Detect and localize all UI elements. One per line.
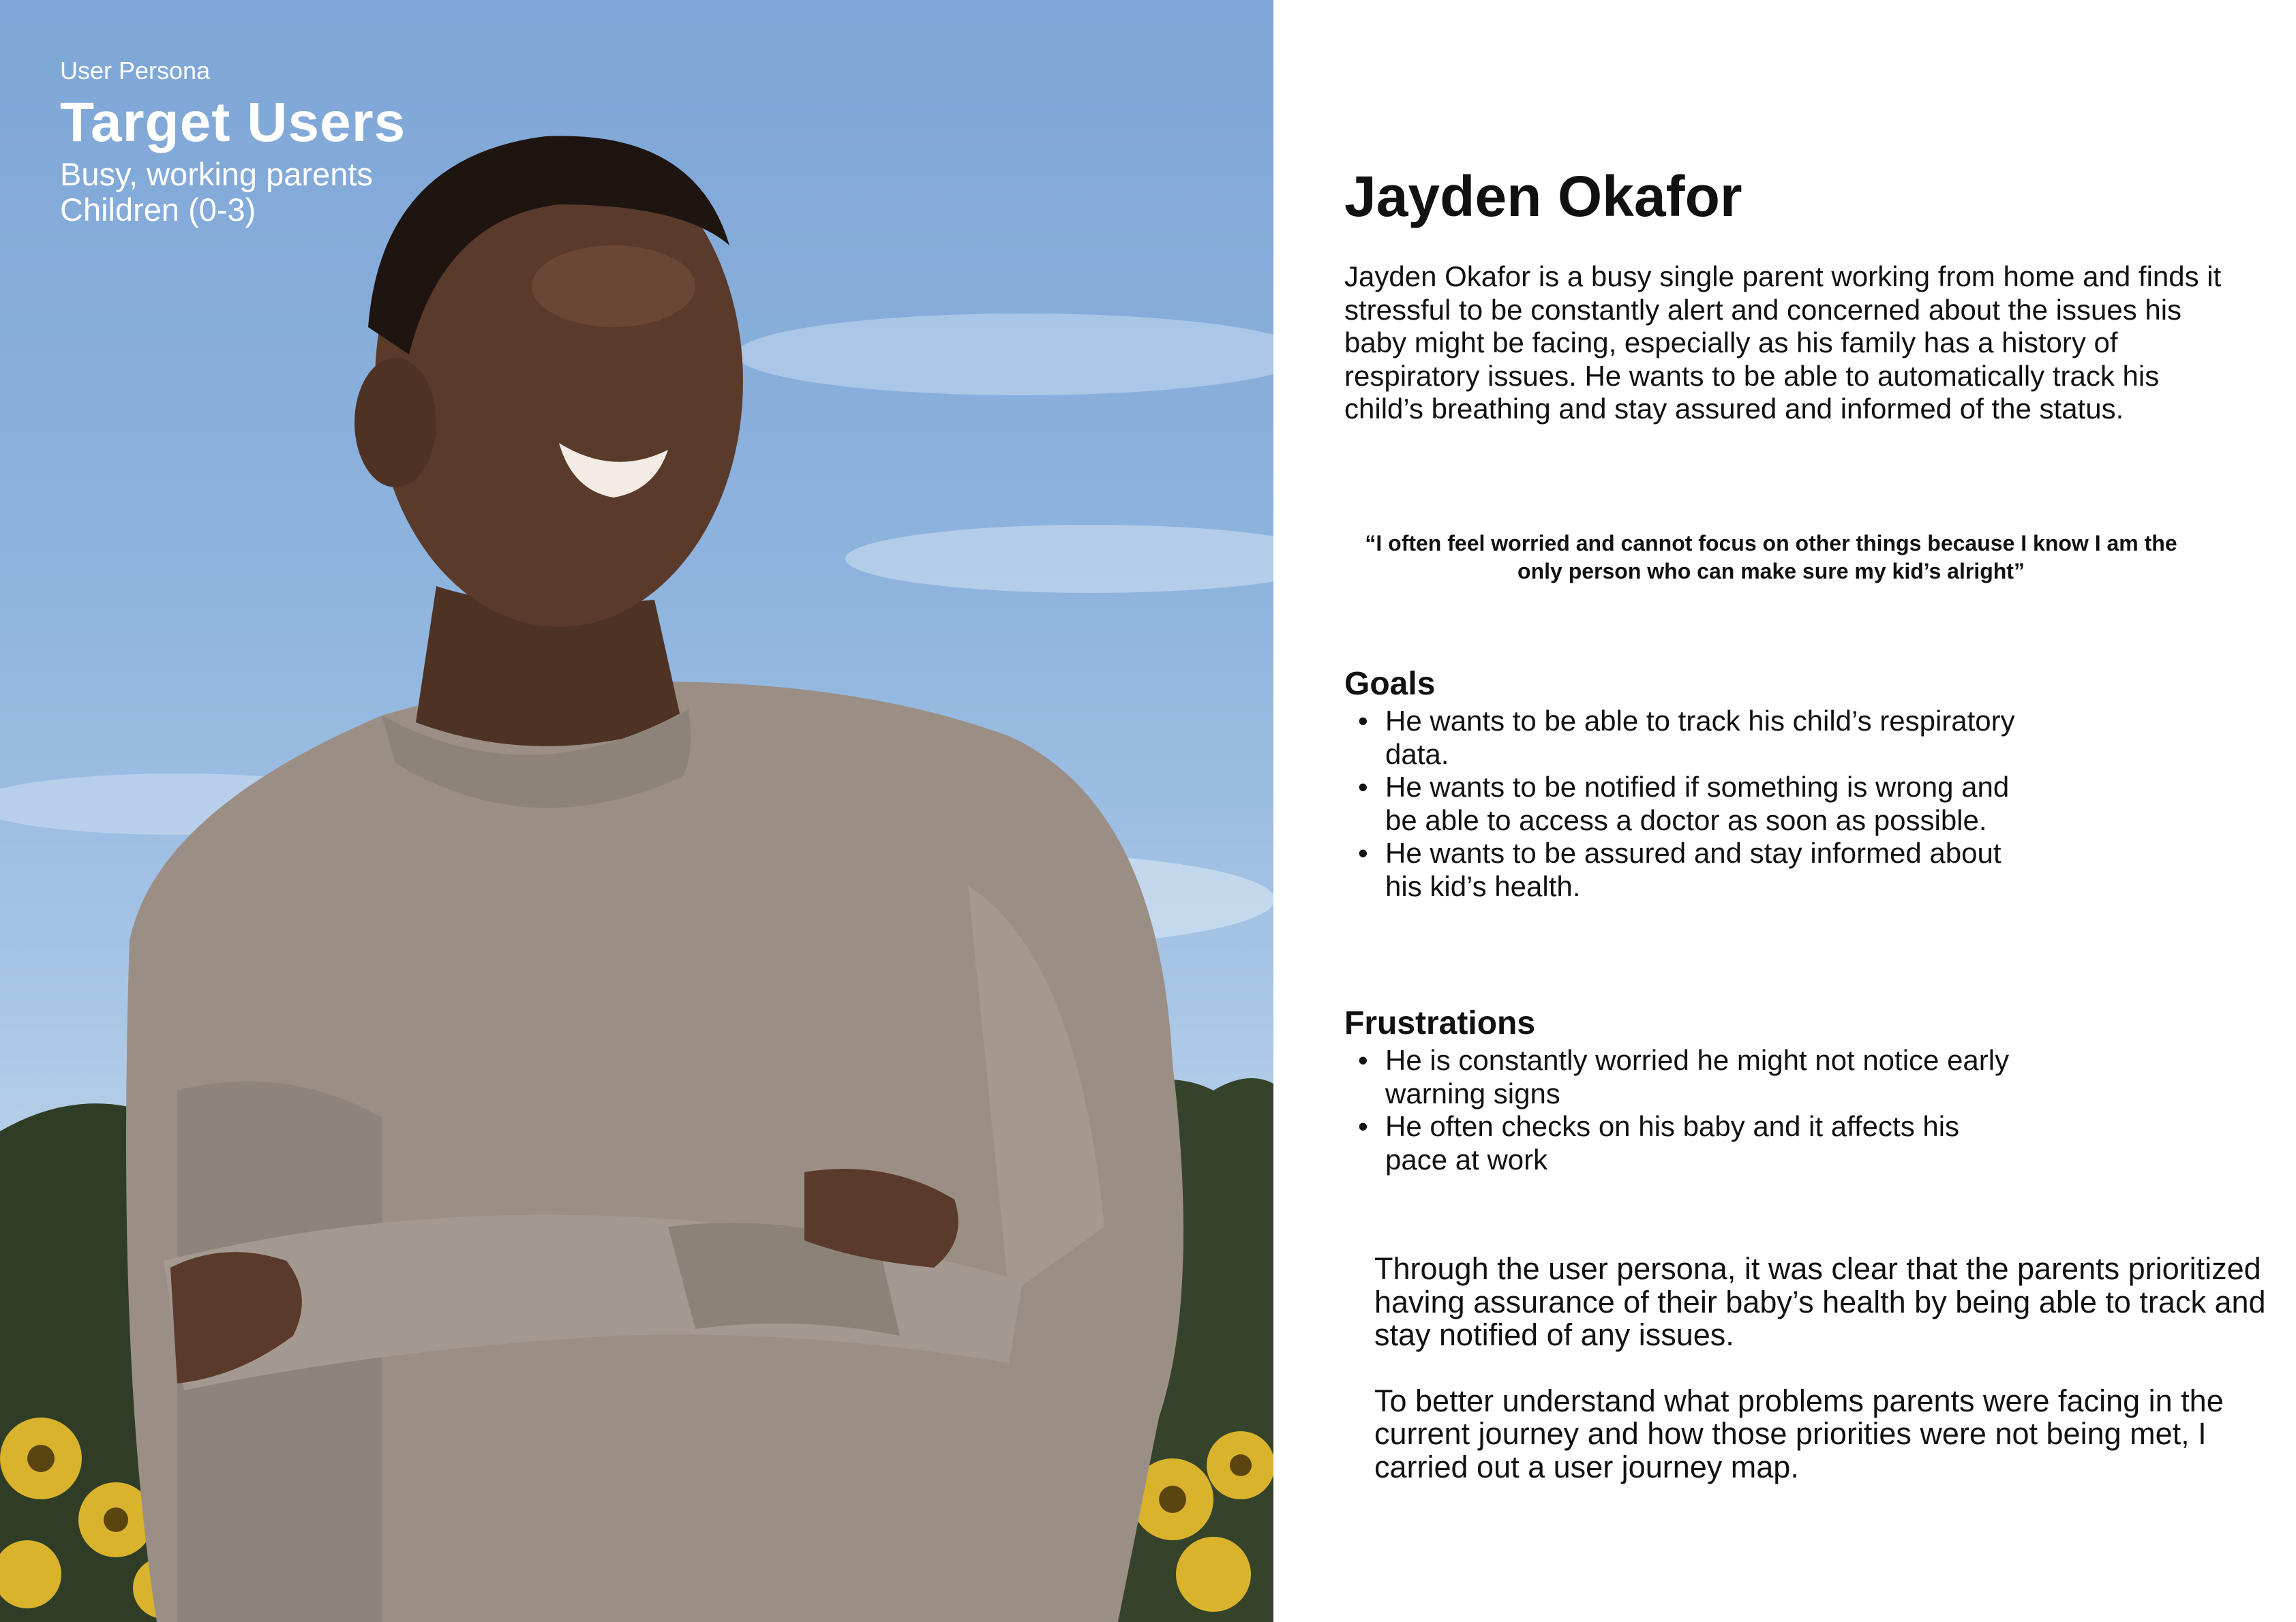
goal-item: • He wants to be assured and stay informed about his kid’s health. [1344, 837, 2026, 903]
persona-name: Jayden Okafor [1344, 164, 1742, 228]
persona-quote: “I often feel worried and cannot focus on other things because I know I am the only person who can make sure my kid’s alright” [1365, 531, 2177, 583]
audience-line: Children (0-3) [60, 192, 256, 228]
goals-heading: Goals [1344, 666, 1436, 702]
persona-bio: Jayden Okafor is a busy single parent working from home and finds it stressful to be constantly alert and concerned about the issues his baby might be facing, especially as his family has a history of respiratory issues. He wants to be able to automatically track his child’s breathing and stay assured and informed of the status. [1344, 260, 2222, 425]
frustrations-list [1344, 1044, 2026, 1176]
goal-item: • He wants to be able to track his child’s respiratory data. [1344, 705, 2026, 771]
summary-paragraph: Through the user persona, it was clear that the parents prioritized having assurance of their baby’s health by being able to track and stay notified of any issues. [1374, 1251, 2266, 1352]
goal-item: • He wants to be notified if something is wrong and be able to access a doctor as soon as possible. [1344, 771, 2026, 837]
page-title: Target Users [60, 91, 406, 153]
eyebrow-label: User Persona [60, 57, 211, 85]
frustration-item: • He often checks on his baby and it affects his pace at work [1344, 1110, 2026, 1176]
frustrations-heading: Frustrations [1344, 1005, 1536, 1041]
goals-list [1344, 705, 2026, 903]
frustration-item: • He is constantly worried he might not notice early warning signs [1344, 1044, 2026, 1110]
summary-paragraph: To better understand what problems parents were facing in the current journey and how those priorities were not being met, I carried out a user journey map. [1374, 1383, 2224, 1484]
audience-line: Busy, working parents [60, 156, 373, 192]
photo-caption [60, 53, 406, 228]
summary [1374, 1253, 2274, 1484]
